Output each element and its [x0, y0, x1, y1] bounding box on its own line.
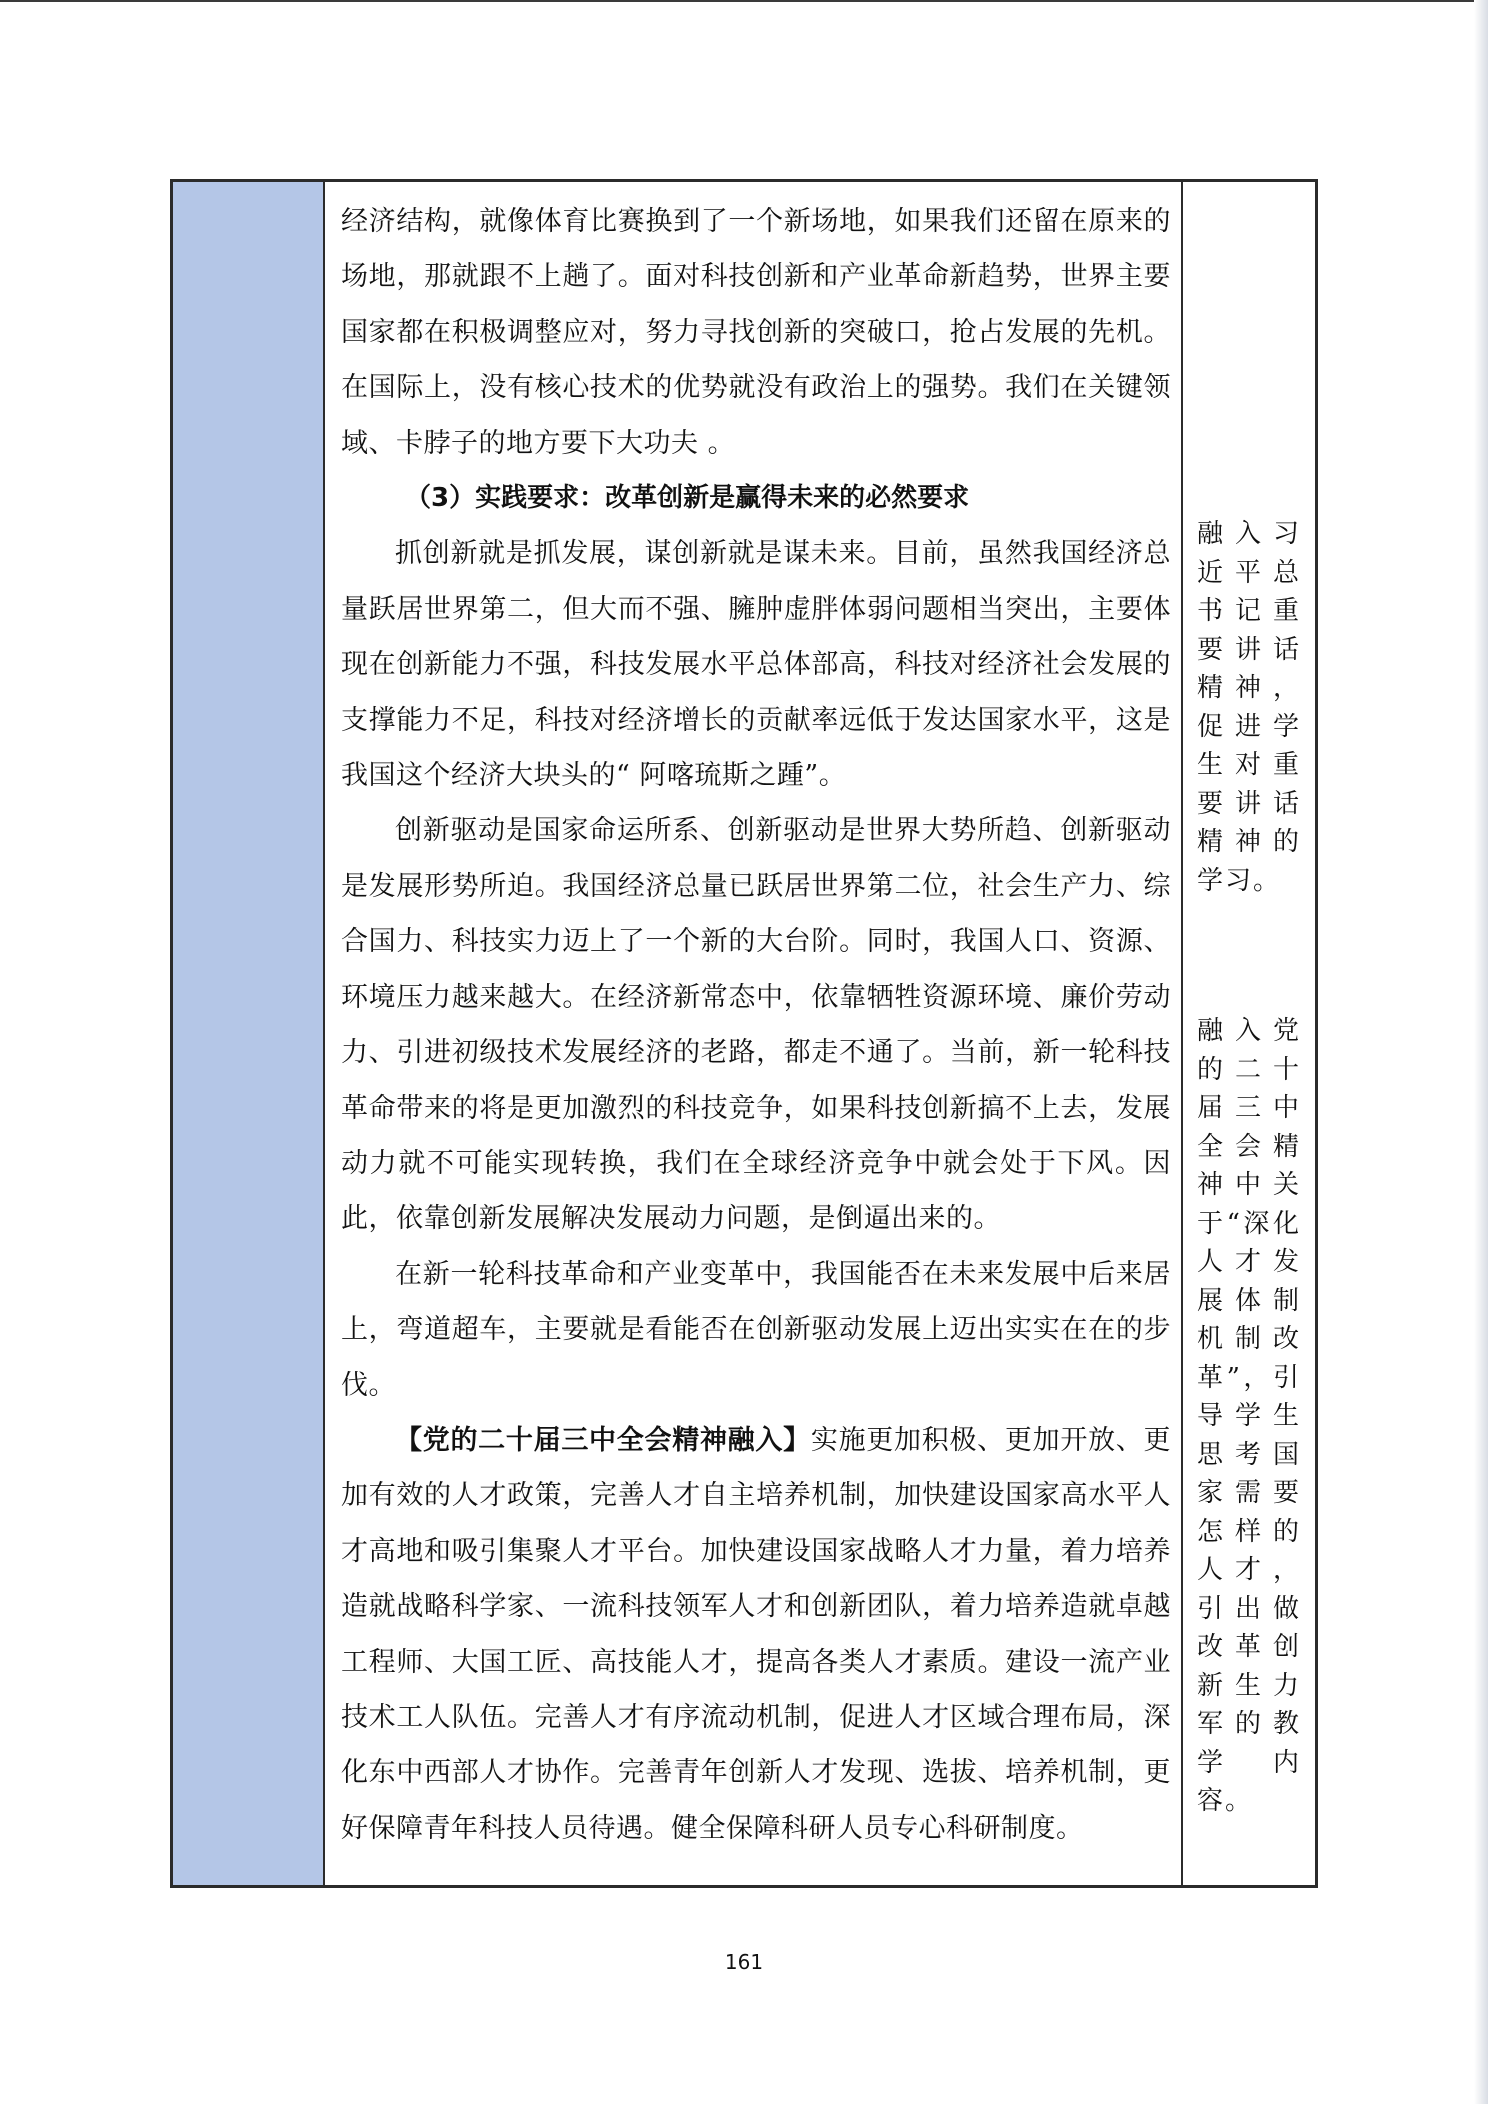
page-edge-shadow — [1474, 0, 1488, 2104]
side-note-2: 融入党的二十届三中全会精神中关于“深化人才发展体制机制改革”，引导学生思考国家需要怎样的人才，引出做改革创新生力军的教学内容。 — [1197, 1016, 1301, 1816]
side-note-1: 融入习近平总书记重要讲话精神，促进学生对重要讲话精神的学习。 — [1197, 519, 1301, 896]
paragraph-4-lead: 【党的二十届三中全会精神融入】 — [395, 1424, 811, 1456]
paragraph-4 — [341, 1413, 1171, 1856]
section-heading: （3）实践要求：改革创新是赢得未来的必然要求 — [405, 483, 970, 514]
page-number: 161 — [724, 1950, 764, 1974]
paragraph-3: 在新一轮科技革命和产业变革中，我国能否在未来发展中后来居上，弯道超车，主要就是看能否在创新驱动发展上迈出实实在在的步伐。 — [341, 1258, 1171, 1401]
paragraph-4-body: 实施更加积极、更加开放、更加有效的人才政策，完善人才自主培养机制，加快建设国家高水平人才高地和吸引集聚人才平台。加快建设国家战略人才力量，着力培养造就战略科学家、一流科技领军人才和创新团队，着力培养造就卓越工程师、大国工匠、高技能人才，提高各类人才素质。建设一流产业技术工人队伍。完善人才有序流动机制，促进人才区域合理布局，深化东中西部人才协作。完善青年创新人才发现、选拔、培养机制，更好保障青年科技人员待遇。健全保障科研人员专心科研制度。 — [341, 1424, 1172, 1844]
table-left-column — [173, 182, 325, 1885]
paragraph-intro: 经济结构，就像体育比赛换到了一个新场地，如果我们还留在原来的场地，那就跟不上趟了。面对科技创新和产业革命新趋势，世界主要国家都在积极调整应对，努力寻找创新的突破口，抢占发展的先机。在国际上，没有核心技术的优势就没有政治上的强势。我们在关键领域、卡脖子的地方要下大功夫 。 — [341, 206, 1171, 459]
paragraph-1: 抓创新就是抓发展，谋创新就是谋未来。目前，虽然我国经济总量跃居世界第二，但大而不强、臃肿虚胖体弱问题相当突出，主要体现在创新能力不强，科技发展水平总体部高，科技对经济社会发展的支撑能力不足，科技对经济增长的贡献率远低于发达国家水平，这是我国这个经济大块头的“ 阿喀琉斯之踵”。 — [341, 538, 1171, 792]
table-content-column — [325, 182, 1183, 1885]
table-notes-column — [1183, 182, 1315, 1885]
paragraph-2: 创新驱动是国家命运所系、创新驱动是世界大势所趋、创新驱动是发展形势所迫。我国经济总量已跃居世界第二位，社会生产力、综合国力、科技实力迈上了一个新的大台阶。同时，我国人口、资源、环境压力越来越大。在经济新常态中，依靠牺牲资源环境、廉价劳动力、引进初级技术发展经济的老路，都走不通了。当前，新一轮科技革命带来的将是更加激烈的科技竞争，如果科技创新搞不上去，发展动力就不可能实现转换，我们在全球经济竞争中就会处于下风。因此，依靠创新发展解决发展动力问题，是倒逼出来的。 — [341, 815, 1171, 1235]
top-border-line — [0, 0, 1488, 2]
lesson-table — [170, 179, 1318, 1888]
